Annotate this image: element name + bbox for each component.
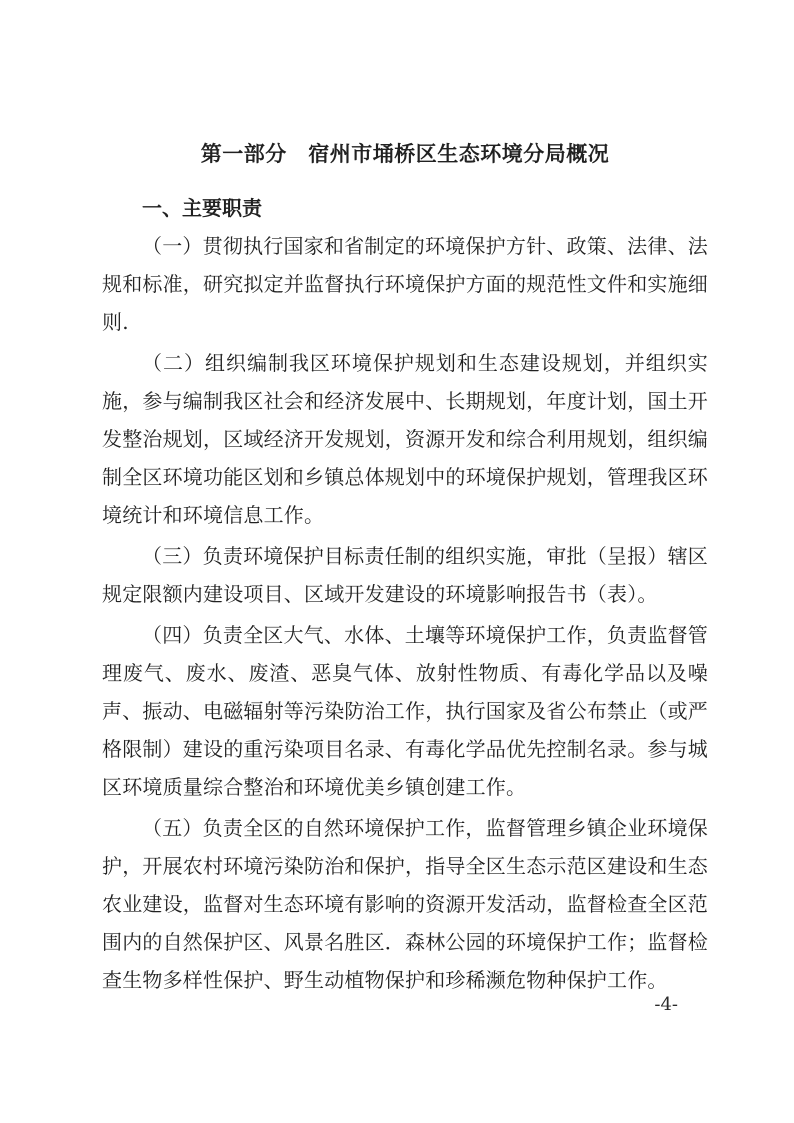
document-content (102, 140, 708, 1002)
paragraph-3: （三）负责环境保护目标责任制的组织实施，审批（呈报）辖区规定限额内建设项目、区域开发建设的环境影响报告书（表）。 (102, 544, 708, 606)
paragraph-1: （一）贯彻执行国家和省制定的环境保护方针、政策、法律、法规和标准，研究拟定并监督执行环境保护方面的规范性文件和实施细则. (102, 234, 708, 334)
section-heading: 一、主要职责 (142, 196, 262, 220)
document-title: 第一部分 宿州市埇桥区生态环境分局概况 (200, 141, 610, 166)
paragraph-2: （二）组织编制我区环境保护规划和生态建设规划，并组织实施，参与编制我区社会和经济发展中、长期规划，年度计划，国土开发整治规划，区域经济开发规划，资源开发和综合利用规划，组织编制全区环境功能区划和乡镇总体规划中的环境保护规划，管理我区环境统计和环境信息工作。 (102, 351, 708, 527)
paragraph-5: （五）负责全区的自然环境保护工作，监督管理乡镇企业环境保护，开展农村环境污染防治和保护，指导全区生态示范区建设和生态农业建设，监督对生态环境有影响的资源开发活动，监督检查全区范围内的自然保护区、风景名胜区．森林公园的环境保护工作；监督检查生物多样性保护、野生动植物保护和珍稀濒危物种保护工作。 (102, 816, 708, 992)
page-number: -4- (654, 994, 678, 1015)
paragraph-4: （四）负责全区大气、水体、土壤等环境保护工作，负责监督管理废气、废水、废渣、恶臭气体、放射性物质、有毒化学品以及噪声、振动、电磁辐射等污染防治工作，执行国家及省公布禁止（或严格限制）建设的重污染项目名录、有毒化学品优先控制名录。参与城区环境质量综合整治和环境优美乡镇创建工作。 (102, 623, 708, 799)
